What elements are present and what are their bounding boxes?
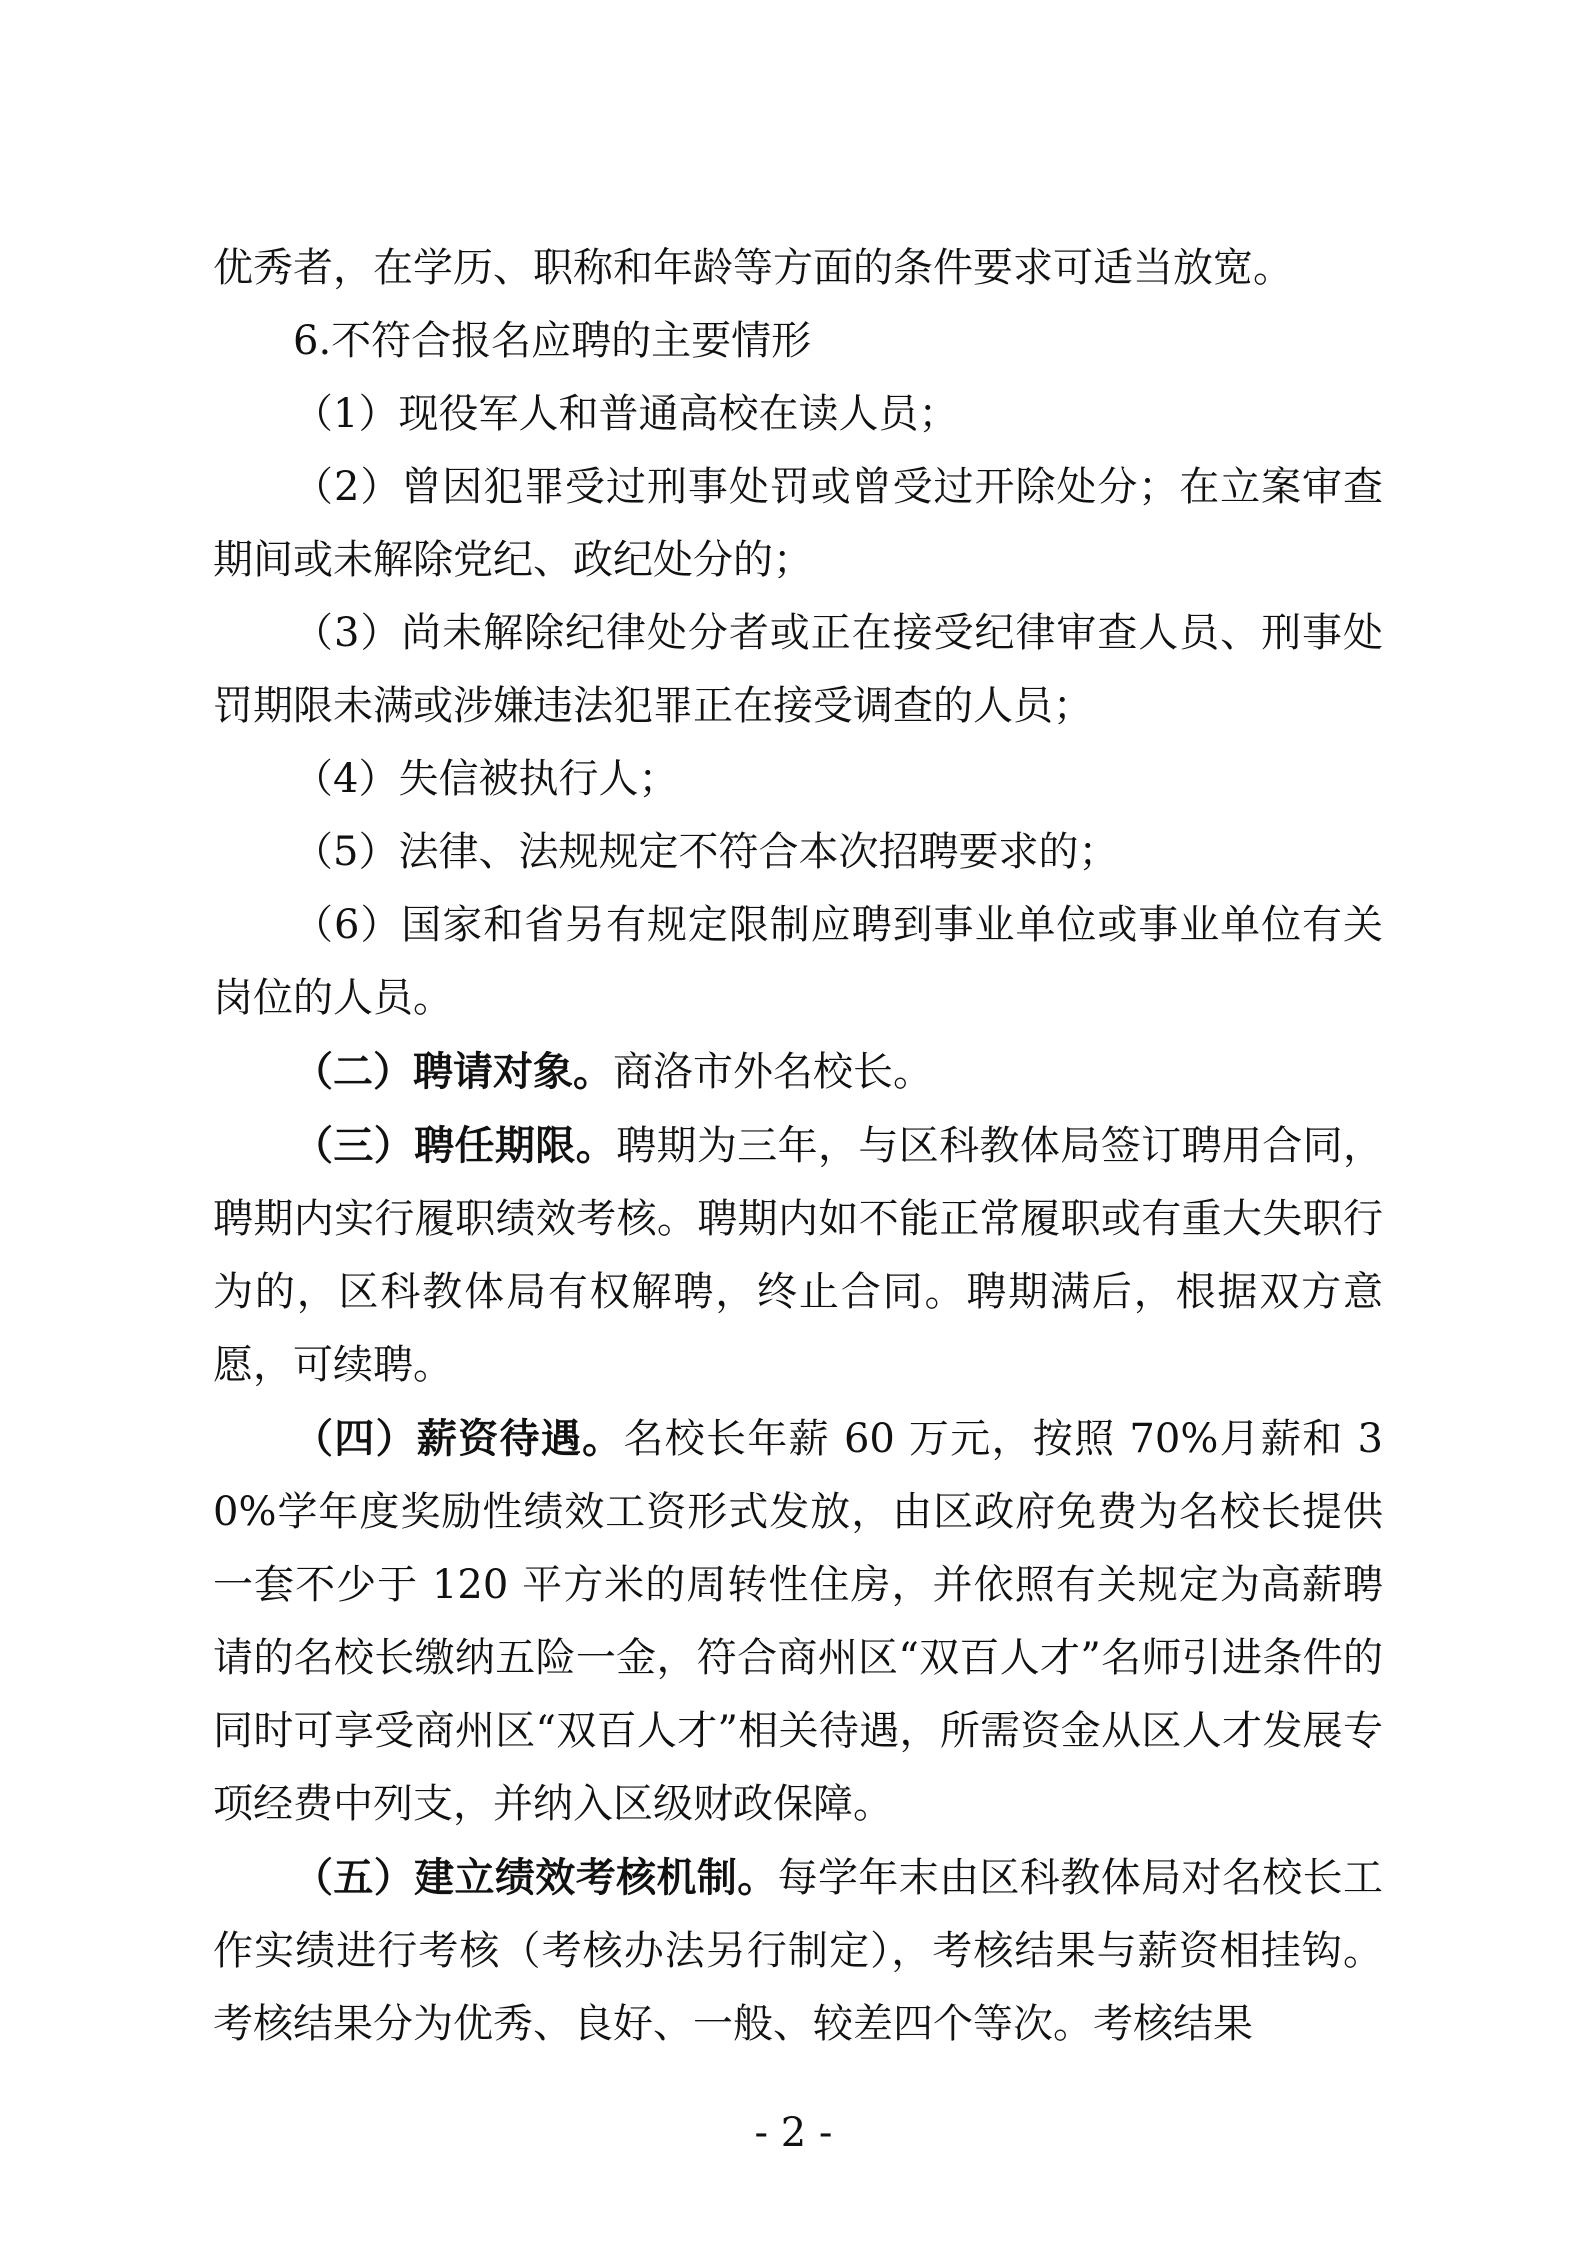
section-recruitment-target (213, 1035, 1383, 1109)
list-item-6: （6）国家和省另有规定限制应聘到事业单位或事业单位有关岗位的人员。 (213, 902, 1383, 1021)
section-salary (213, 1402, 1383, 1841)
list-item-4: （4）失信被执行人； (293, 756, 679, 802)
section-text: 聘期为三年，与区科教体局签订聘用合同，聘期内实行履职绩效考核。聘期内如不能正常履职或有重大失职行为的，区科教体局有权解聘，终止合同。聘期满后，根据双方意愿，可续聘。 (213, 1123, 1384, 1388)
page-number: - 2 - (754, 2110, 833, 2156)
section-heading: （三）聘任期限。 (293, 1122, 617, 1169)
section-text: 名校长年薪 60 万元，按照 70%月薪和 30%学年度奖励性绩效工资形式发放，由区政府免费为名校长提供一套不少于 120 平方米的周转性住房，并依照有关规定为高薪聘请的名校长缴纳五险一金，符合商州区“双百人才”名师引进条件的同时可享受商州区“双百人才”相关待遇，所需资金从区人才发展专项经费中列支，并纳入区级财政保障。 (213, 1416, 1384, 1827)
list-item-1: （1）现役军人和普通高校在读人员； (293, 391, 959, 437)
list-item-2: （2）曾因犯罪受过刑事处罚或曾受过开除处分；在立案审查期间或未解除党纪、政纪处分的； (213, 464, 1383, 583)
section-heading: （四）薪资待遇。 (293, 1415, 624, 1462)
list-item-5: （5）法律、法规规定不符合本次招聘要求的； (293, 829, 1119, 875)
section-heading: （五）建立绩效考核机制。 (293, 1854, 778, 1901)
list-item-3: （3）尚未解除纪律处分者或正在接受纪律审查人员、刑事处罚期限未满或涉嫌违法犯罪正在接受调查的人员； (213, 610, 1383, 729)
list-heading-6: 6.不符合报名应聘的主要情形 (293, 318, 812, 364)
paragraph-continuation: 优秀者，在学历、职称和年龄等方面的条件要求可适当放宽。 (213, 245, 1293, 291)
section-text: 每学年末由区科教体局对名校长工作实绩进行考核（考核办法另行制定），考核结果与薪资相挂钩。考核结果分为优秀、良好、一般、较差四个等次。考核结果 (213, 1855, 1384, 2047)
section-assessment (213, 1841, 1383, 2061)
section-text: 商洛市外名校长。 (613, 1049, 933, 1095)
section-heading: （二）聘请对象。 (293, 1048, 613, 1095)
section-term (213, 1109, 1383, 1402)
document-body (213, 232, 1383, 2061)
